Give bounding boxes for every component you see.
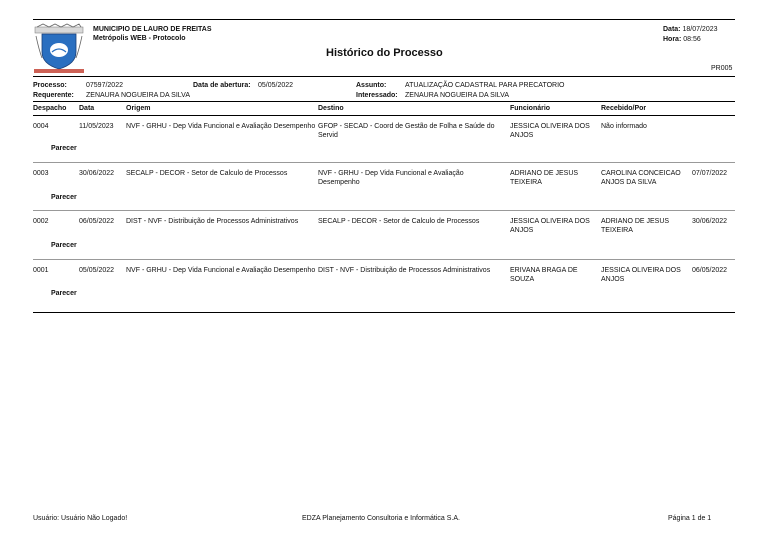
table-bottom-rule bbox=[33, 312, 735, 313]
row-despacho: 0002 bbox=[33, 218, 49, 225]
top-rule bbox=[33, 19, 735, 20]
row-destino: DIST - NVF - Distribuição de Processos Administrativos bbox=[318, 266, 508, 275]
row-divider bbox=[33, 259, 735, 260]
col-data: Data bbox=[79, 105, 95, 112]
row-funcionario: JESSICA OLIVEIRA DOS ANJOS bbox=[510, 123, 590, 139]
row-despacho: 0004 bbox=[33, 123, 49, 130]
processo-label: Processo: bbox=[33, 82, 67, 89]
row-divider bbox=[33, 162, 735, 163]
requerente-value: ZENAURA NOGUEIRA DA SILVA bbox=[86, 92, 190, 99]
row-despacho: 0001 bbox=[33, 267, 49, 274]
row-origem: NVF - GRHU - Dep Vida Funcional e Avaliação Desempenho bbox=[126, 267, 316, 274]
row-parecer-label: Parecer bbox=[51, 194, 77, 201]
row-destino: NVF - GRHU - Dep Vida Funcional e Avaliação Desempenho bbox=[318, 170, 464, 186]
col-destino: Destino bbox=[318, 105, 344, 112]
footer-user bbox=[33, 514, 127, 523]
row-recebido-por: Não informado bbox=[601, 123, 647, 130]
row-funcionario: JESSICA OLIVEIRA DOS ANJOS bbox=[510, 218, 590, 234]
row-funcionario: ERIVANA BRAGA DE SOUZA bbox=[510, 267, 578, 283]
col-origem: Origem bbox=[126, 105, 151, 112]
row-data: 05/05/2022 bbox=[79, 267, 115, 274]
date-value: 18/07/2023 bbox=[682, 26, 718, 33]
row-recebido-por: JESSICA OLIVEIRA DOS ANJOS bbox=[601, 267, 681, 283]
row-recebido-por: CAROLINA CONCEICAO ANJOS DA SILVA bbox=[601, 170, 681, 186]
date-label: Data: bbox=[663, 26, 681, 33]
org-name: MUNICIPIO DE LAURO DE FREITAS bbox=[93, 26, 212, 33]
abertura-label: Data de abertura: bbox=[193, 82, 251, 89]
col-funcionario: Funcionário bbox=[510, 105, 551, 112]
row-data: 11/05/2023 bbox=[79, 123, 114, 130]
row-funcionario: ADRIANO DE JESUS TEIXEIRA bbox=[510, 170, 579, 186]
row-origem: NVF - GRHU - Dep Vida Funcional e Avaliação Desempenho bbox=[126, 123, 316, 130]
system-name: Metrópolis WEB - Protocolo bbox=[93, 35, 186, 42]
row-origem: DIST - NVF - Distribuição de Processos Administrativos bbox=[126, 218, 299, 225]
usuario-value: Usuário Não Logado! bbox=[61, 515, 128, 522]
interessado-label: Interessado: bbox=[356, 92, 398, 99]
requerente-label: Requerente: bbox=[33, 92, 74, 99]
row-data: 06/05/2022 bbox=[79, 218, 115, 225]
row-recebido-data: 30/06/2022 bbox=[692, 218, 728, 225]
footer-company: EDZA Planejamento Consultoria e Informática S.A. bbox=[302, 515, 460, 522]
row-recebido-data: 06/05/2022 bbox=[692, 267, 728, 274]
row-despacho: 0003 bbox=[33, 170, 49, 177]
time-label: Hora: bbox=[663, 36, 682, 43]
municipal-crest-logo bbox=[33, 22, 85, 74]
footer-page-number: Página 1 de 1 bbox=[668, 515, 712, 522]
page-title: Histórico do Processo bbox=[326, 47, 443, 59]
processo-value: 07597/2022 bbox=[86, 82, 123, 89]
time-field bbox=[663, 35, 701, 44]
col-recebido: Recebido/Por bbox=[601, 105, 647, 112]
row-recebido-por: ADRIANO DE JESUS TEIXEIRA bbox=[601, 218, 670, 234]
row-parecer-label: Parecer bbox=[51, 145, 77, 152]
row-data: 30/06/2022 bbox=[79, 170, 115, 177]
row-destino: SECALP - DECOR - Setor de Calculo de Processos bbox=[318, 218, 480, 225]
row-divider bbox=[33, 210, 735, 211]
row-recebido-data: 07/07/2022 bbox=[692, 170, 728, 177]
assunto-label: Assunto: bbox=[356, 82, 387, 89]
assunto-value: ATUALIZAÇÃO CADASTRAL PARA PRECATORIO bbox=[405, 82, 565, 89]
row-parecer-label: Parecer bbox=[51, 290, 77, 297]
report-code: PR005 bbox=[711, 65, 733, 72]
table-header-rule bbox=[33, 115, 735, 116]
time-value: 08:56 bbox=[683, 36, 701, 43]
col-despacho: Despacho bbox=[33, 105, 67, 112]
info-rule bbox=[33, 101, 735, 102]
header-rule bbox=[33, 76, 735, 77]
row-origem: SECALP - DECOR - Setor de Calculo de Processos bbox=[126, 170, 288, 177]
abertura-value: 05/05/2022 bbox=[258, 82, 294, 89]
usuario-label: Usuário: bbox=[33, 515, 60, 522]
interessado-value: ZENAURA NOGUEIRA DA SILVA bbox=[405, 92, 509, 99]
row-parecer-label: Parecer bbox=[51, 242, 77, 249]
row-destino: GFOP - SECAD - Coord de Gestão de Folha e Saúde do Servid bbox=[318, 122, 508, 140]
date-field bbox=[663, 25, 718, 34]
